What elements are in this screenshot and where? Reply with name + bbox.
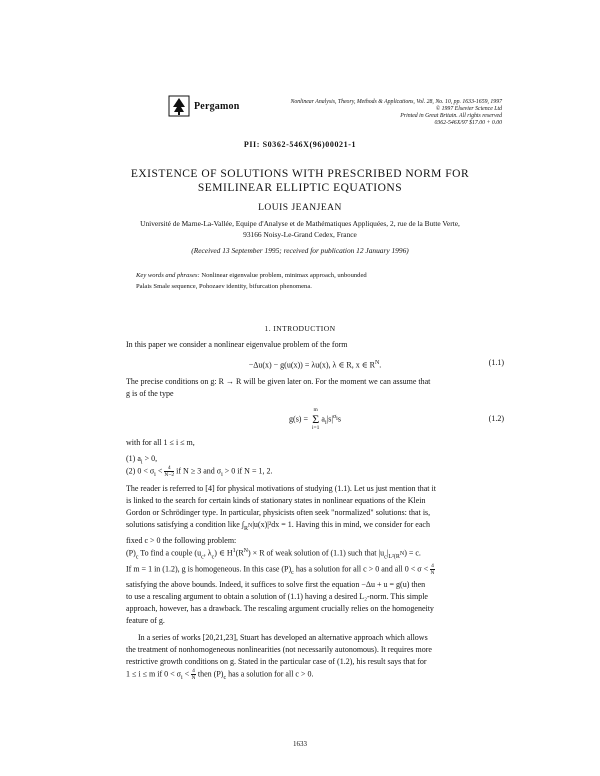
frac-numerator: 4 (192, 668, 195, 674)
citation-block (222, 99, 502, 127)
p6-b: < (182, 669, 192, 679)
p6-line (126, 668, 504, 684)
p5-line: to use a rescaling argument to obtain a solution of (1.1) having a desired L₂-norm. This simple (126, 591, 428, 601)
title-line: EXISTENCE OF SOLUTIONS WITH PRESCRIBED NORM FOR (130, 168, 470, 180)
p4-subsup: N (247, 522, 253, 529)
cond2-fraction (164, 465, 174, 478)
eq1-number: (1.1) (488, 358, 504, 367)
problem-sub4: L²(R (388, 554, 400, 561)
paragraph-2 (126, 376, 504, 400)
paragraph-5 (126, 563, 504, 627)
p6-sub1: i (180, 674, 183, 681)
p4-line: Gordon or Schrödinger type. In particular, physicists often seek "normalized" solutions: that is, (126, 508, 431, 517)
problem-label-sub: c (135, 554, 139, 561)
cond2-mid: < (155, 466, 165, 476)
cond1-text: (1) a (126, 454, 141, 463)
p6-c: then (P) (195, 669, 224, 679)
p4-line: is linked to the search for certain kinds of stationary states in nonlinear equations of the Klein (126, 496, 426, 505)
cond1-sub: i (140, 459, 143, 466)
sum-sign: Σ (312, 412, 320, 426)
eq2-exp-sub: i (336, 415, 338, 422)
p2-line: g is of the type (126, 389, 174, 398)
page-number: 1633 (293, 740, 307, 748)
p6-line: restrictive growth conditions on g. Stated in the particular case of (1.2), his result says that for (126, 657, 427, 666)
equation-1-1 (126, 357, 504, 369)
citation-line: Nonlinear Analysis, Theory, Methods & Applications, Vol. 28, No. 10, pp. 1633-1659, 1997 (290, 99, 502, 105)
keywords-label: Key words and phrases: (136, 272, 200, 279)
title-line: SEMILINEAR ELLIPTIC EQUATIONS (197, 182, 403, 194)
condition-2 (126, 465, 504, 481)
eq2-tail: s (337, 414, 341, 424)
cond2-sub: i (154, 471, 156, 478)
problem-text4: (R (235, 548, 244, 558)
p5-line: satisfying the above bounds. Indeed, it suffices to solve first the equation −Δu + u = g(u) then (126, 579, 426, 589)
p5-line: approach, however, has a drawback. The rescaling argument crucially relies on the homogeneity (126, 603, 434, 613)
p6-a: 1 ≤ i ≤ m if 0 < σ (126, 669, 181, 679)
p5-b: has a solution for all c > 0 and all 0 < σ < (293, 564, 431, 574)
citation-line: 0362-546X/97 $17.00 + 0.00 (434, 120, 502, 126)
keywords (136, 270, 496, 292)
eq1-end: . (379, 360, 382, 370)
publisher-name: Pergamon (194, 100, 240, 112)
problem-text3: ) ∈ H (214, 548, 233, 558)
problem-text: To find a couple (u (138, 548, 202, 558)
problem-text5: ) × R of weak solution of (1.1) such that |u (248, 548, 385, 558)
eq2-lhs: g(s) = (289, 414, 308, 424)
keywords-text-2: Palais Smale sequence, Pohozaev identity, bifurcation phenomena. (136, 283, 312, 290)
eq2-a: a (321, 414, 325, 424)
affiliation-line: 93166 Noisy-Le-Grand Cedex, France (243, 230, 357, 239)
cond1-rest: > 0, (142, 454, 158, 463)
paragraph-3: with for all 1 ≤ i ≤ m, (126, 438, 195, 447)
paper-title (0, 167, 600, 195)
frac-denominator: N−2 (164, 472, 175, 478)
problem-sup1: 1 (232, 548, 236, 554)
sum-top: m (313, 407, 318, 413)
p5-line: feature of g. (126, 615, 165, 625)
eq2-number: (1.2) (488, 414, 504, 423)
cond2-sub2: i (221, 471, 223, 478)
frac-denominator: N (430, 570, 435, 576)
section-title: 1. INTRODUCTION (264, 324, 336, 333)
citation-line: © 1997 Elsevier Science Ltd (435, 106, 502, 112)
keywords-text: Nonlinear eigenvalue problem, minimax approach, unbounded (201, 272, 367, 279)
p4-integral: solutions satisfying a condition like ∫ (126, 520, 244, 529)
problem-sup2: N (243, 548, 249, 554)
eq2-exp: σ (332, 413, 337, 420)
problem-subsup: N (399, 551, 405, 558)
p2-line: The precise conditions on g: R → R will be given later on. For the moment we can assume that (126, 377, 431, 386)
p4-sub: R (243, 525, 248, 532)
citation-line: Printed in Great Britain. All rights reserved (400, 113, 502, 119)
frac-numerator: 4 (431, 563, 434, 569)
p4-line: The reader is referred to [4] for physical motivations of studying (1.1). Let us just mention that it (126, 484, 436, 493)
p5-sub: c (291, 569, 294, 576)
eq2-a-sub: i (324, 419, 327, 426)
p4-rest: |u(x)|²dx = 1. Having this in mind, we consider for each (252, 520, 430, 529)
paragraph-6 (126, 632, 504, 684)
p6-line: In a series of works [20,21,23], Stuart has developed an alternative approach which allows (138, 633, 428, 642)
p5-a: If m = 1 in (1.2), g is homogeneous. In this case (P) (126, 564, 292, 574)
problem-sub: c (201, 554, 204, 561)
cond2-end: > 0 if N = 1, 2. (222, 466, 273, 476)
eq2-abs: |s| (326, 414, 333, 424)
author: LOUIS JEANJEAN (258, 203, 342, 213)
p6-line: the treatment of nonhomogeneous nonlinearities (not necessarily autonomous). It requires more (126, 645, 432, 654)
affiliation (0, 218, 600, 240)
pii: PII: S0362-546X(96)00021-1 (243, 140, 357, 149)
pergamon-tree-icon (168, 95, 190, 117)
cond2-pre: (2) 0 < σ (126, 466, 155, 476)
received-date: (Received 13 September 1995; received for publication 12 January 1996) (191, 246, 409, 255)
eq1-sup: N (374, 360, 380, 366)
problem-pc (126, 545, 504, 563)
intro-paragraph: In this paper we consider a nonlinear eigenvalue problem of the form (126, 340, 348, 349)
equation-1-2 (126, 404, 504, 434)
p4-line (126, 519, 504, 535)
problem-text2: , λ (203, 548, 212, 558)
p4-line: fixed c > 0 the following problem: (126, 535, 237, 545)
frac-denominator: N (191, 675, 196, 681)
p6-sub2: c (223, 674, 227, 681)
cond2-post: if N ≥ 3 and σ (174, 466, 222, 476)
problem-text7: ) = c. (404, 548, 421, 558)
problem-text6: | (386, 548, 389, 558)
affiliation-line: Université de Marne-La-Vallée, Equipe d'Analyse et de Mathématiques Appliquées, 2, rue de la Butte Verte, (140, 219, 460, 228)
eq1-body: −Δu(x) − g(u(x)) = λu(x), λ ∈ R, x ∈ R (248, 360, 375, 370)
problem-sub2: c (211, 554, 215, 561)
sum-bottom: i=1 (311, 425, 320, 431)
problem-sub3: c (384, 554, 387, 561)
p5-line (126, 563, 504, 579)
frac-numerator: 4 (164, 465, 174, 472)
paragraph-4 (126, 483, 504, 547)
p6-d: has a solution for all c > 0. (226, 669, 314, 679)
problem-label: (P) (126, 548, 136, 558)
p5-fraction (430, 563, 435, 576)
